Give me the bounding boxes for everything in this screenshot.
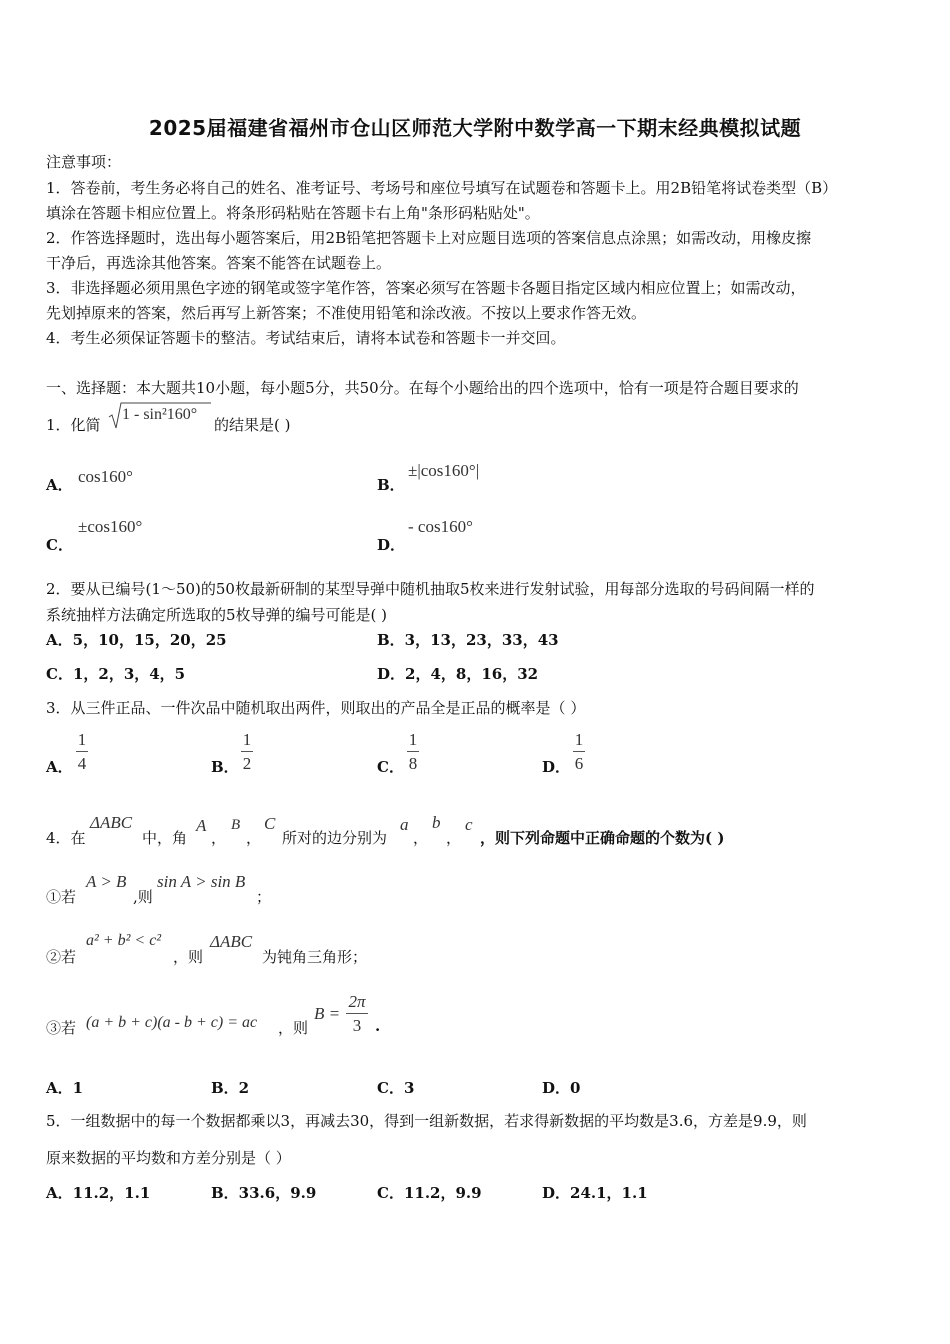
notice-line-6: 先划掉原来的答案，然后再写上新答案；不准使用铅笔和涂改液。不按以上要求作答无效。 (46, 304, 647, 322)
notice-heading: 注意事项： (46, 153, 122, 171)
notice-line-1: 1．答卷前，考生务必将自己的姓名、准考证号、考场号和座位号填写在试题卷和答题卡上。用2B铅笔将试卷类型（B） (46, 179, 838, 197)
q1-option-a: cos160° (78, 467, 133, 486)
q5-option-d: D．24.1，1.1 (542, 1184, 648, 1202)
section-heading: 一、选择题：本大题共10小题，每小题5分，共50分。在每个小题给出的四个选项中，恰有一项是符合题目要求的 (46, 379, 799, 397)
fraction-denominator: 3 (352, 1016, 362, 1035)
q2-stem-line-2: 系统抽样方法确定所选取的5枚导弹的编号可能是( ) (46, 606, 388, 624)
q4-text-sides: 所对的边分别为 (282, 829, 388, 847)
fraction-bar (76, 751, 88, 752)
fraction-denominator: 4 (77, 754, 87, 773)
q4-option-d: D．0 (542, 1079, 581, 1097)
q4-statement-3-end: . (375, 1017, 381, 1035)
page-title: 2025届福建省福州市仓山区师范大学附中数学高一下期末经典模拟试题 (148, 116, 802, 140)
q4-statement-1-end: ； (256, 888, 272, 906)
fraction-denominator: 6 (574, 754, 584, 773)
q2-option-c: C．1，2，3，4，5 (46, 665, 186, 683)
q4-comma-1: ， (211, 829, 227, 847)
q5-option-c: C．11.2，9.9 (377, 1184, 482, 1202)
q1-option-c-label: C． (46, 536, 73, 554)
q4-option-a: A．1 (46, 1079, 84, 1097)
q4-statement-2-triangle: ΔABC (210, 932, 253, 951)
q1-option-b-label: B． (377, 476, 405, 494)
q1-expression: 1 - sin²160° (122, 406, 198, 423)
q4-suffix: ，则下列命题中正确命题的个数为( ) (480, 829, 725, 847)
q4-statement-3-prefix: ③若 (46, 1019, 77, 1037)
q1-option-a-label: A． (46, 476, 73, 494)
fraction-bar (573, 751, 585, 752)
notice-line-3: 2．作答选择题时，选出每小题答案后，用2B铅笔把答题卡上对应题目选项的答案信息点涂黑；如需改动，用橡皮擦 (46, 229, 812, 247)
notice-line-7: 4．考生必须保证答题卡的整洁。考试结束后，请将本试卷和答题卡一并交回。 (46, 329, 566, 347)
q4-prefix: 4．在 (46, 829, 86, 847)
q4-comma-4: ， (446, 829, 462, 847)
q5-option-b: B．33.6，9.9 (211, 1184, 317, 1202)
fraction-denominator: 8 (408, 754, 418, 773)
q4-statement-2-then: ，则 (173, 948, 204, 966)
q4-statement-1-prefix: ①若 (46, 888, 77, 906)
fraction-numerator: 2π (348, 992, 366, 1011)
q3-option-d-fraction (573, 730, 585, 774)
q4-statement-2-end: 为钝角三角形； (262, 948, 368, 966)
q4-statement-1-condition: A > B (86, 872, 127, 891)
q3-option-b-fraction (241, 730, 253, 774)
notice-line-2: 填涂在答题卡相应位置上。将条形码粘贴在答题卡右上角"条形码粘贴处"。 (46, 204, 540, 222)
q4-statement-3-condition: (a + b + c)(a - b + c) = ac (86, 1014, 258, 1031)
fraction-numerator: 1 (574, 730, 584, 749)
q1-suffix: 的结果是( ) (214, 416, 291, 434)
q3-option-a-label: A． (46, 758, 73, 776)
q3-option-c-fraction (407, 730, 419, 774)
fraction-bar (407, 751, 419, 752)
q5-option-a: A．11.2，1.1 (46, 1184, 151, 1202)
q3-stem: 3．从三件正品、一件次品中随机取出两件，则取出的产品全是正品的概率是（ ） (46, 699, 586, 717)
q4-angle-a: A (196, 816, 207, 835)
q1-option-b: ±|cos160°| (408, 461, 480, 480)
fraction-bar (346, 1013, 368, 1014)
fraction-numerator: 1 (77, 730, 87, 749)
notice-line-5: 3．非选择题必须用黑色字迹的钢笔或签字笔作答，答案必须写在答题卡各题目指定区域内相应位置上；如需改动， (46, 279, 806, 297)
q4-angle-b: B (231, 817, 241, 833)
q5-stem-line-2: 原来数据的平均数和方差分别是（ ） (46, 1149, 291, 1167)
q5-stem-line-1: 5．一组数据中的每一个数据都乘以3，再减去30，得到一组新数据，若求得新数据的平均数是3.6，方差是9.9，则 (46, 1112, 807, 1130)
q4-statement-1-result: sin A > sin B (157, 872, 246, 891)
q1-prefix: 1．化简 (46, 416, 101, 434)
q4-triangle: ΔABC (90, 813, 133, 832)
q4-statement-3-b-equals: B = (314, 1004, 341, 1023)
q4-statement-1-then: ,则 (133, 888, 153, 906)
fraction-numerator: 1 (242, 730, 252, 749)
q3-option-d-label: D． (542, 758, 571, 776)
q1-option-d-label: D． (377, 536, 406, 554)
fraction-numerator: 1 (408, 730, 418, 749)
q4-side-a: a (400, 815, 409, 834)
q4-angle-c: C (264, 814, 276, 833)
q4-option-c: C．3 (377, 1079, 415, 1097)
q2-stem-line-1: 2．要从已编号(1～50)的50枚最新研制的某型导弹中随机抽取5枚来进行发射试验，用每部分选取的号码间隔一样的 (46, 580, 815, 598)
q1-option-d: - cos160° (408, 517, 473, 536)
q4-statement-2-prefix: ②若 (46, 948, 77, 966)
q1-option-c: ±cos160° (78, 517, 143, 536)
q4-statement-3-fraction (346, 992, 368, 1036)
fraction-bar (241, 751, 253, 752)
q3-option-c-label: C． (377, 758, 404, 776)
q2-option-b: B．3，13，23，33，43 (377, 631, 559, 649)
q4-side-c: c (465, 815, 473, 834)
q4-comma-2: ， (246, 829, 262, 847)
q2-option-a: A．5，10，15，20，25 (46, 631, 227, 649)
q3-option-a-fraction (76, 730, 88, 774)
q4-comma-3: ， (413, 829, 429, 847)
fraction-denominator: 2 (242, 754, 252, 773)
q4-text-angle: 中，角 (142, 829, 188, 847)
notice-line-4: 干净后，再选涂其他答案。答案不能答在试题卷上。 (46, 254, 392, 272)
q4-side-b: b (432, 813, 441, 832)
q4-option-b: B．2 (211, 1079, 250, 1097)
q4-statement-2-condition: a² + b² < c² (86, 932, 162, 949)
q4-statement-3-then: ，则 (278, 1019, 309, 1037)
q3-option-b-label: B． (211, 758, 239, 776)
q2-option-d: D．2，4，8，16，32 (377, 665, 539, 683)
